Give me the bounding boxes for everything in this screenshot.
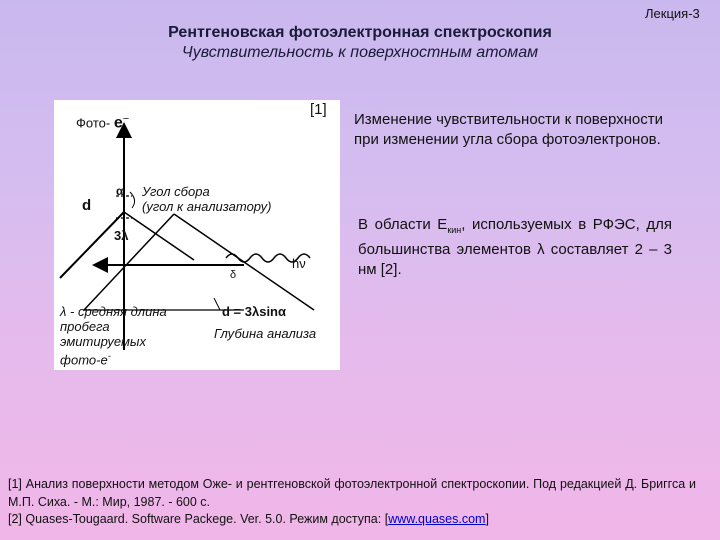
delta-label: δ <box>230 269 237 281</box>
depth-formula: d = 3λsinα <box>222 304 286 319</box>
sensitivity-description: Изменение чувствительности к поверхности при изменении угла сбора фотоэлектронов. <box>354 111 663 148</box>
collection-angle-label: Угол сбора (угол к анализатору) <box>142 184 272 214</box>
formula-connector <box>214 298 220 310</box>
surface-line-1 <box>60 212 124 278</box>
alpha-label: α <box>116 184 124 198</box>
depth-label: Глубина анализа <box>214 326 317 341</box>
quases-link[interactable]: www.quases.com <box>388 512 486 526</box>
lambda-description: λ - средняя длина пробега эмитируемых фото-е- <box>60 304 167 368</box>
electron-symbol: e <box>113 114 123 132</box>
hv-label: hν <box>292 256 306 271</box>
reference-1: [1] Анализ поверхности методом Оже- и рентгеновской фотоэлектронной спектроскопии. Под редакцией Д. Бриггса и М.П. Сиха. - М.: Мир, 1987. - 600 с. <box>8 477 696 509</box>
electron-charge: − <box>122 113 130 125</box>
references <box>8 476 696 529</box>
d-label: d <box>82 197 92 214</box>
lecture-number: Лекция-3 <box>645 6 700 21</box>
angle-diagram <box>54 100 340 370</box>
slide-subtitle: Чувствительность к поверхностным атомам <box>181 44 539 61</box>
kin-subscript: кин <box>447 225 462 235</box>
energy-range-note: В области $Е_{кин}$, используемых в РФЭС, для большинства элементов λ составляет 2 – 3 нм [2]. <box>358 216 673 278</box>
photo-label: Фото- e− <box>76 113 130 132</box>
three-lambda-label: 3λ <box>114 228 129 243</box>
surface-line-2 <box>84 214 174 310</box>
surface-line-3 <box>124 212 194 260</box>
angle-arc <box>130 192 135 208</box>
reference-2: [2] Quases-Tougaard. Software Packege. Ver. 5.0. Режим доступа: [www.quases.com] <box>8 512 489 526</box>
figure-ref-tag: [1] <box>310 101 327 118</box>
slide-title: Рентгеновская фотоэлектронная спектроскопия <box>168 24 552 41</box>
